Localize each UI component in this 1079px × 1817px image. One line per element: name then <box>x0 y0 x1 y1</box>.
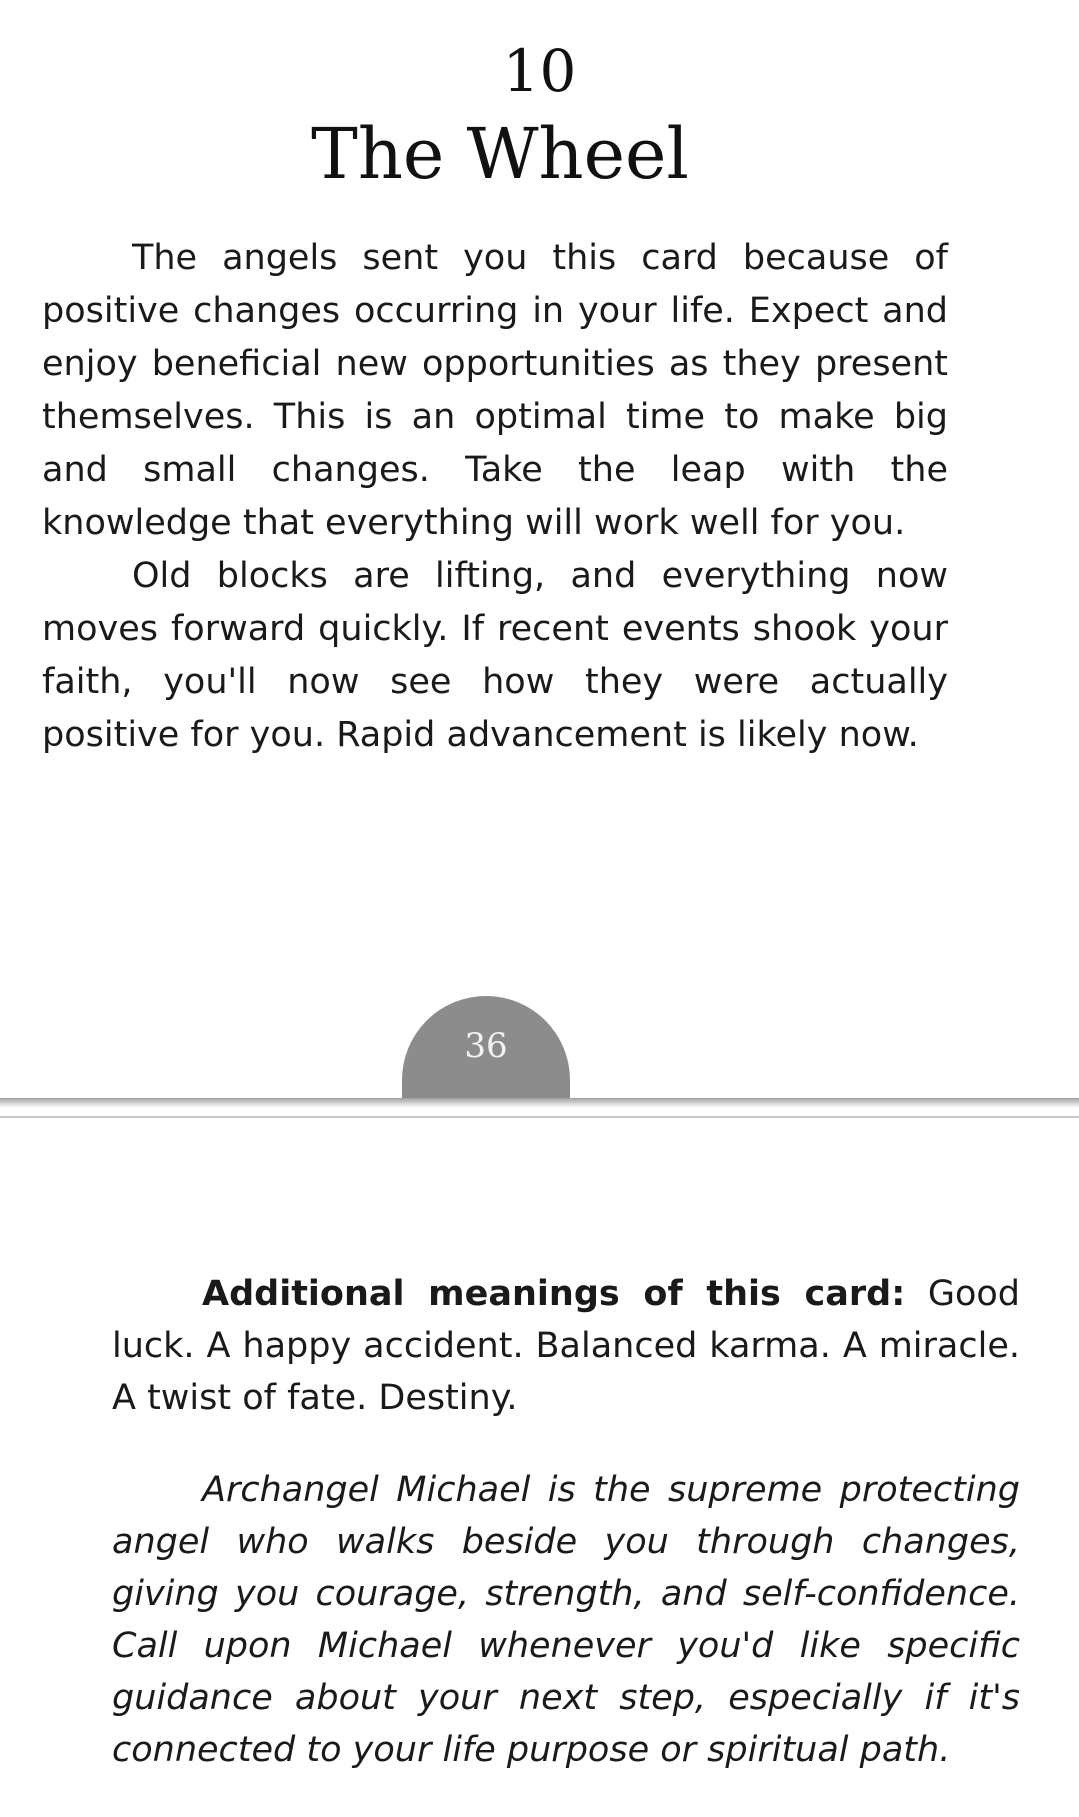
archangel-note: Archangel Michael is the supreme protecting angel who walks beside you through changes, giving you courage, strength, and self-confidence. Call upon Michael whenever you'd like specific guidance about your next step, especially if it's connected to your life purpose or spiritual path. <box>112 1470 1020 1770</box>
page-bottom <box>112 1268 1020 1776</box>
additional-meanings-label: Additional meanings of this card: <box>202 1274 906 1314</box>
page-divider <box>0 1098 1079 1108</box>
paragraph-1: The angels sent you this card because of positive changes occurring in your life. Expect and enjoy beneficial new opportunities as they present themselves. This is an optimal time to make big and small changes. Take the leap with the knowledge that everything will work well for you. <box>42 238 948 543</box>
additional-meanings-text: Good luck. A happy accident. Balanced karma. A miracle. A twist of fate. Destiny. <box>112 1274 1020 1418</box>
divider-line <box>0 1116 1079 1118</box>
page-number: 36 <box>464 1026 508 1066</box>
card-number: 10 <box>502 37 577 105</box>
card-title: The Wheel <box>311 113 689 195</box>
paragraph-2: Old blocks are lifting, and everything now moves forward quickly. If recent events shook your faith, you'll now see how they were actually positive for you. Rapid advancement is likely now. <box>42 556 948 755</box>
card-description <box>42 232 948 762</box>
additional-meanings <box>112 1268 1020 1424</box>
page-number-badge <box>402 996 570 1100</box>
